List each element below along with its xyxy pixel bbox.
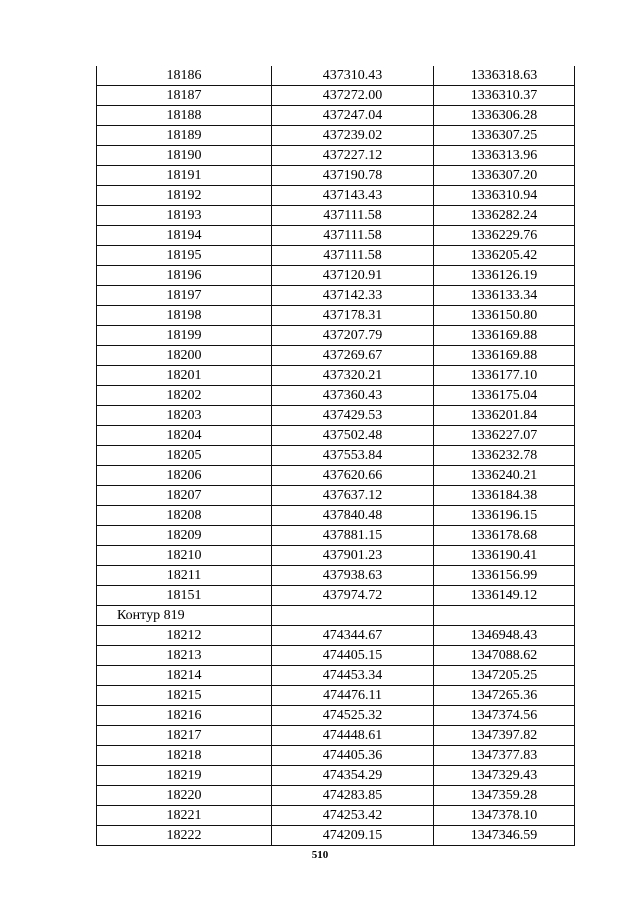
x-coordinate-cell: 437881.15 — [272, 526, 434, 546]
x-coordinate-cell: 437239.02 — [272, 126, 434, 146]
y-coordinate-cell: 1336184.38 — [434, 486, 575, 506]
y-coordinate-cell: 1336310.94 — [434, 186, 575, 206]
x-coordinate-cell: 437111.58 — [272, 246, 434, 266]
y-coordinate-cell: 1336190.41 — [434, 546, 575, 566]
x-coordinate-cell: 437620.66 — [272, 466, 434, 486]
table-row — [97, 466, 575, 486]
x-coordinate-cell: 437227.12 — [272, 146, 434, 166]
y-coordinate-cell: 1336307.20 — [434, 166, 575, 186]
table-row — [97, 386, 575, 406]
y-coordinate-cell: 1336306.28 — [434, 106, 575, 126]
y-coordinate-cell: 1336240.21 — [434, 466, 575, 486]
y-coordinate-cell: 1347088.62 — [434, 646, 575, 666]
table-row — [97, 106, 575, 126]
x-coordinate-cell: 437840.48 — [272, 506, 434, 526]
y-coordinate-cell: 1336201.84 — [434, 406, 575, 426]
y-coordinate-cell: 1336150.80 — [434, 306, 575, 326]
x-coordinate-cell: 474283.85 — [272, 786, 434, 806]
y-coordinate-cell: 1336133.34 — [434, 286, 575, 306]
x-coordinate-cell: 437637.12 — [272, 486, 434, 506]
x-coordinate-cell: 474405.15 — [272, 646, 434, 666]
point-number-cell: 18199 — [97, 326, 272, 346]
x-coordinate-cell: 437178.31 — [272, 306, 434, 326]
point-number-cell: 18218 — [97, 746, 272, 766]
table-row — [97, 246, 575, 266]
table-row — [97, 166, 575, 186]
table-row — [97, 506, 575, 526]
table-row — [97, 726, 575, 746]
x-coordinate-cell: 437901.23 — [272, 546, 434, 566]
point-number-cell: 18216 — [97, 706, 272, 726]
x-coordinate-cell: 437974.72 — [272, 586, 434, 606]
point-number-cell: 18207 — [97, 486, 272, 506]
table-row — [97, 786, 575, 806]
contour-empty-cell — [434, 606, 575, 626]
table-row — [97, 766, 575, 786]
point-number-cell: 18203 — [97, 406, 272, 426]
point-number-cell: 18193 — [97, 206, 272, 226]
point-number-cell: 18221 — [97, 806, 272, 826]
y-coordinate-cell: 1336282.24 — [434, 206, 575, 226]
x-coordinate-cell: 474253.42 — [272, 806, 434, 826]
y-coordinate-cell: 1336232.78 — [434, 446, 575, 466]
y-coordinate-cell: 1336205.42 — [434, 246, 575, 266]
table-row — [97, 526, 575, 546]
table-row — [97, 486, 575, 506]
table-row — [97, 586, 575, 606]
table-row — [97, 66, 575, 86]
y-coordinate-cell: 1336318.63 — [434, 66, 575, 86]
x-coordinate-cell: 437269.67 — [272, 346, 434, 366]
point-number-cell: 18211 — [97, 566, 272, 586]
point-number-cell: 18212 — [97, 626, 272, 646]
y-coordinate-cell: 1336169.88 — [434, 346, 575, 366]
table-row — [97, 266, 575, 286]
x-coordinate-cell: 437143.43 — [272, 186, 434, 206]
x-coordinate-cell: 437247.04 — [272, 106, 434, 126]
point-number-cell: 18191 — [97, 166, 272, 186]
point-number-cell: 18208 — [97, 506, 272, 526]
point-number-cell: 18222 — [97, 826, 272, 846]
table-row — [97, 626, 575, 646]
point-number-cell: 18209 — [97, 526, 272, 546]
coordinates-table-body — [97, 66, 575, 846]
y-coordinate-cell: 1336313.96 — [434, 146, 575, 166]
table-row — [97, 86, 575, 106]
table-row — [97, 646, 575, 666]
y-coordinate-cell: 1346948.43 — [434, 626, 575, 646]
x-coordinate-cell: 437142.33 — [272, 286, 434, 306]
x-coordinate-cell: 474209.15 — [272, 826, 434, 846]
x-coordinate-cell: 437310.43 — [272, 66, 434, 86]
table-row — [97, 406, 575, 426]
x-coordinate-cell: 437502.48 — [272, 426, 434, 446]
table-row — [97, 746, 575, 766]
table-row — [97, 826, 575, 846]
x-coordinate-cell: 474344.67 — [272, 626, 434, 646]
x-coordinate-cell: 474354.29 — [272, 766, 434, 786]
x-coordinate-cell: 437272.00 — [272, 86, 434, 106]
point-number-cell: 18197 — [97, 286, 272, 306]
x-coordinate-cell: 437429.53 — [272, 406, 434, 426]
point-number-cell: 18198 — [97, 306, 272, 326]
y-coordinate-cell: 1336307.25 — [434, 126, 575, 146]
y-coordinate-cell: 1336178.68 — [434, 526, 575, 546]
x-coordinate-cell: 437111.58 — [272, 206, 434, 226]
coordinates-table — [96, 66, 575, 846]
x-coordinate-cell: 437320.21 — [272, 366, 434, 386]
x-coordinate-cell: 437360.43 — [272, 386, 434, 406]
table-row — [97, 566, 575, 586]
point-number-cell: 18201 — [97, 366, 272, 386]
point-number-cell: 18190 — [97, 146, 272, 166]
table-row — [97, 126, 575, 146]
point-number-cell: 18188 — [97, 106, 272, 126]
y-coordinate-cell: 1336156.99 — [434, 566, 575, 586]
x-coordinate-cell: 437120.91 — [272, 266, 434, 286]
x-coordinate-cell: 437553.84 — [272, 446, 434, 466]
point-number-cell: 18205 — [97, 446, 272, 466]
x-coordinate-cell: 474525.32 — [272, 706, 434, 726]
table-row — [97, 286, 575, 306]
point-number-cell: 18196 — [97, 266, 272, 286]
point-number-cell: 18194 — [97, 226, 272, 246]
table-row — [97, 706, 575, 726]
y-coordinate-cell: 1347265.36 — [434, 686, 575, 706]
table-row — [97, 186, 575, 206]
page-number: 510 — [311, 849, 329, 861]
x-coordinate-cell: 474448.61 — [272, 726, 434, 746]
point-number-cell: 18187 — [97, 86, 272, 106]
table-row — [97, 206, 575, 226]
point-number-cell: 18186 — [97, 66, 272, 86]
contour-header-row — [97, 606, 575, 626]
y-coordinate-cell: 1347359.28 — [434, 786, 575, 806]
point-number-cell: 18220 — [97, 786, 272, 806]
table-row — [97, 426, 575, 446]
table-row — [97, 226, 575, 246]
y-coordinate-cell: 1347397.82 — [434, 726, 575, 746]
y-coordinate-cell: 1336149.12 — [434, 586, 575, 606]
y-coordinate-cell: 1336229.76 — [434, 226, 575, 246]
x-coordinate-cell: 474405.36 — [272, 746, 434, 766]
point-number-cell: 18206 — [97, 466, 272, 486]
table-row — [97, 366, 575, 386]
table-row — [97, 326, 575, 346]
point-number-cell: 18215 — [97, 686, 272, 706]
point-number-cell: 18189 — [97, 126, 272, 146]
point-number-cell: 18202 — [97, 386, 272, 406]
y-coordinate-cell: 1347377.83 — [434, 746, 575, 766]
point-number-cell: 18192 — [97, 186, 272, 206]
y-coordinate-cell: 1347346.59 — [434, 826, 575, 846]
point-number-cell: 18195 — [97, 246, 272, 266]
x-coordinate-cell: 437111.58 — [272, 226, 434, 246]
point-number-cell: 18217 — [97, 726, 272, 746]
y-coordinate-cell: 1336126.19 — [434, 266, 575, 286]
x-coordinate-cell: 474476.11 — [272, 686, 434, 706]
point-number-cell: 18151 — [97, 586, 272, 606]
table-row — [97, 146, 575, 166]
table-row — [97, 446, 575, 466]
point-number-cell: 18200 — [97, 346, 272, 366]
y-coordinate-cell: 1347205.25 — [434, 666, 575, 686]
y-coordinate-cell: 1347378.10 — [434, 806, 575, 826]
table-row — [97, 306, 575, 326]
y-coordinate-cell: 1347374.56 — [434, 706, 575, 726]
point-number-cell: 18213 — [97, 646, 272, 666]
y-coordinate-cell: 1336196.15 — [434, 506, 575, 526]
table-row — [97, 686, 575, 706]
x-coordinate-cell: 437938.63 — [272, 566, 434, 586]
x-coordinate-cell: 437207.79 — [272, 326, 434, 346]
y-coordinate-cell: 1336310.37 — [434, 86, 575, 106]
table-row — [97, 666, 575, 686]
x-coordinate-cell: 474453.34 — [272, 666, 434, 686]
y-coordinate-cell: 1336169.88 — [434, 326, 575, 346]
y-coordinate-cell: 1347329.43 — [434, 766, 575, 786]
point-number-cell: 18214 — [97, 666, 272, 686]
point-number-cell: 18204 — [97, 426, 272, 446]
table-row — [97, 346, 575, 366]
table-row — [97, 546, 575, 566]
contour-label: Контур 819 — [97, 606, 272, 626]
y-coordinate-cell: 1336177.10 — [434, 366, 575, 386]
y-coordinate-cell: 1336175.04 — [434, 386, 575, 406]
point-number-cell: 18210 — [97, 546, 272, 566]
x-coordinate-cell: 437190.78 — [272, 166, 434, 186]
y-coordinate-cell: 1336227.07 — [434, 426, 575, 446]
point-number-cell: 18219 — [97, 766, 272, 786]
table-row — [97, 806, 575, 826]
contour-empty-cell — [272, 606, 434, 626]
